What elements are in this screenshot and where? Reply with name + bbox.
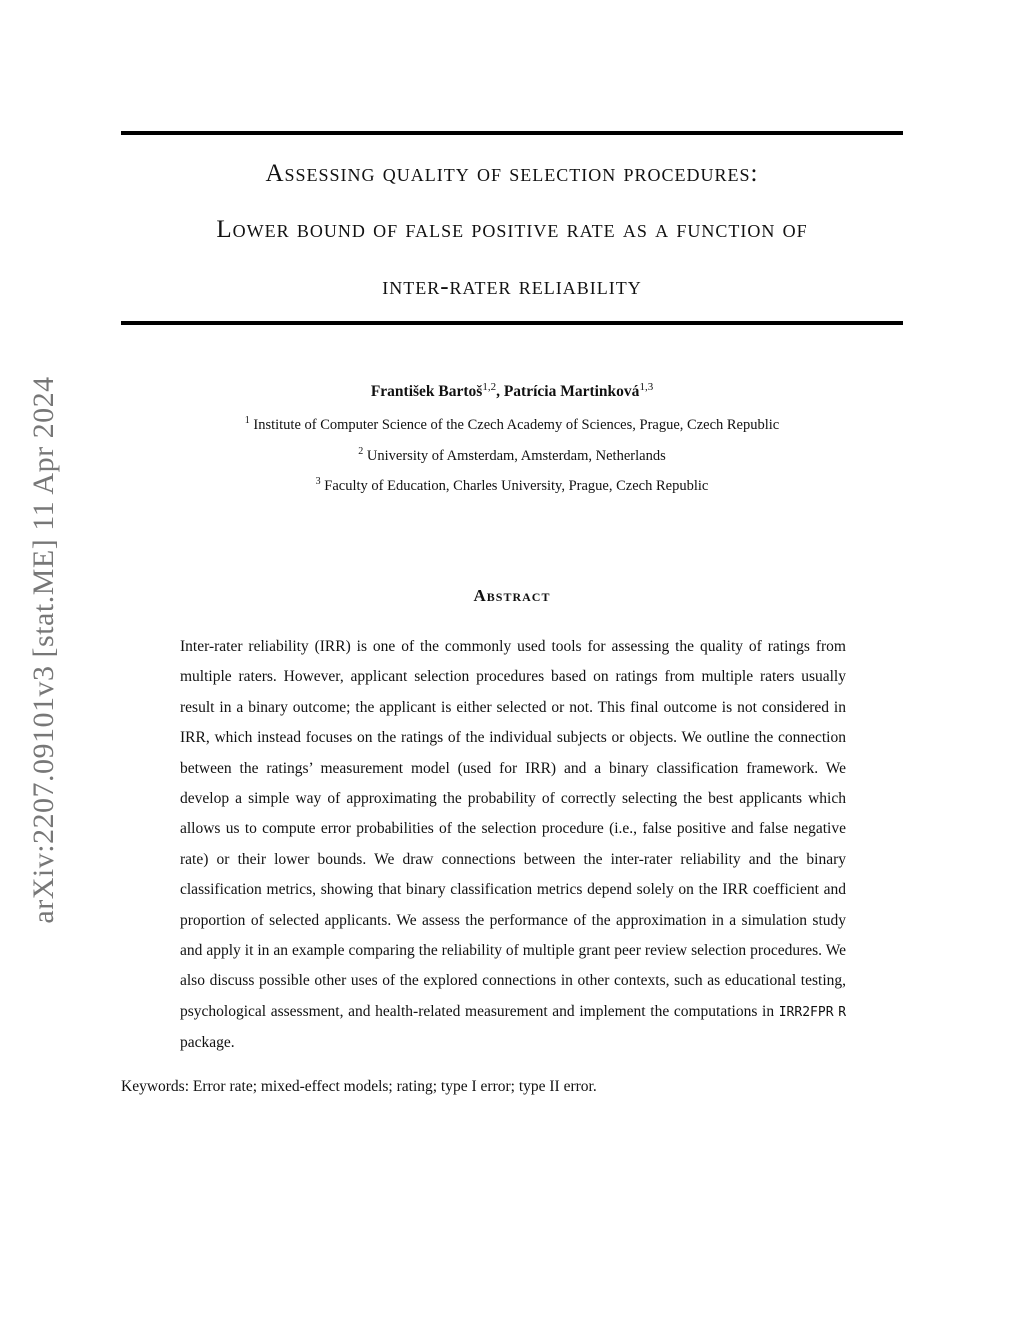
title-line-3: inter-rater reliability: [382, 273, 642, 300]
r-language-name: R: [838, 1004, 847, 1020]
affiliation-3: [0, 476, 1024, 495]
author-name: František Bartoš: [370, 383, 483, 401]
title-line-1: Assessing quality of selection procedures:: [265, 160, 759, 187]
title-bottom-rule: [121, 321, 903, 325]
arxiv-identifier-stamp: arXiv:2207.09101v3 [stat.ME] 11 Apr 2024: [27, 376, 60, 924]
author-affiliation-marks: 1,3: [639, 381, 654, 393]
affiliation-mark: 3: [315, 476, 321, 487]
affiliation-1: [0, 415, 1024, 434]
affiliation-2: [0, 446, 1024, 465]
abstract-text: Inter-rater reliability (IRR) is one of the commonly used tools for assessing the quality of ratings from multiple raters. However, applicant selection procedures based on ratings from multiple raters usually result in a binary outcome; the applicant is either selected or not. This final outcome is not considered in IRR, which instead focuses on the ratings of the individual subjects or objects. We outline the connection between the ratings’ measurement model (used for IRR) and a binary classification framework. We develop a simple way of approximating the probability of correctly selecting the best applicants which allows us to compute error probabilities of the selection procedure (i.e., false positive and false negative rate) or their lower bounds. We draw connections between the inter-rater reliability and the binary classification metrics, showing that binary classification metrics depend solely on the IRR coefficient and proportion of selected applicants. We assess the performance of the approximation in a simulation study and apply it in an example comparing the reliability of multiple grant peer review selection procedures. We also discuss possible other uses of the explored connections in other contexts, such as educational testing, psychological assessment, and health-related measurement and implement the computations in: [180, 638, 846, 1020]
affiliation-mark: 2: [358, 446, 364, 457]
affiliation-mark: 1: [244, 415, 250, 426]
author-separator: ,: [496, 383, 504, 401]
package-name: IRR2FPR: [778, 1004, 834, 1020]
keywords: Keywords: Error rate; mixed-effect models; rating; type I error; type II error.: [121, 1078, 597, 1095]
title-top-rule: [121, 131, 903, 135]
affiliation-text: Institute of Computer Science of the Czech Academy of Sciences, Prague, Czech Republic: [253, 416, 780, 433]
author-list: [0, 381, 1024, 401]
title-line-2: Lower bound of false positive rate as a function of: [216, 216, 808, 243]
author-affiliation-marks: 1,2: [482, 381, 497, 393]
affiliation-text: University of Amsterdam, Amsterdam, Netherlands: [366, 447, 666, 464]
abstract-heading: Abstract: [473, 586, 551, 605]
abstract-body: [180, 632, 846, 1059]
abstract-text-end: package.: [180, 1034, 235, 1052]
affiliation-text: Faculty of Education, Charles University, Prague, Czech Republic: [324, 477, 709, 494]
author-name: Patrícia Martinková: [503, 383, 640, 401]
